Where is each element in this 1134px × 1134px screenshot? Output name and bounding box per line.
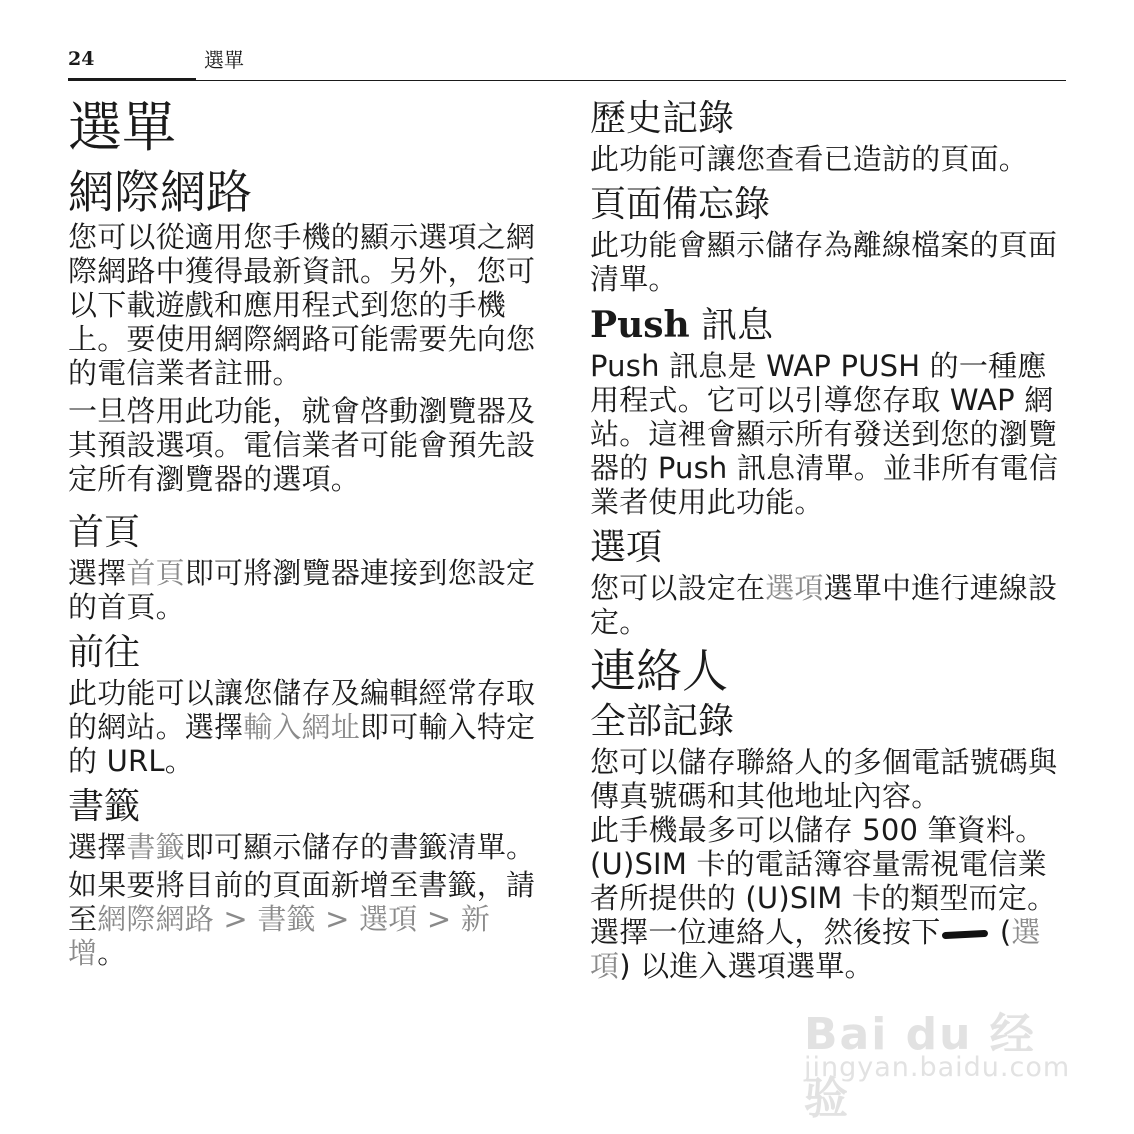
bookmarks-paragraph-2 <box>68 868 538 970</box>
options-text-pre: 您可以設定在 <box>590 571 766 605</box>
right-column <box>590 96 1070 983</box>
page-memo-paragraph: 此功能會顯示儲存為離線檔案的頁面清單。 <box>590 228 1058 296</box>
subsection-title-options: 選項 <box>590 527 663 568</box>
bookmarks-text-pre: 選擇 <box>68 830 127 864</box>
left-softkey-icon <box>942 929 988 938</box>
contacts-text-open: ( <box>990 915 1012 949</box>
watermark-logo: Bai du 经验 <box>804 1009 1036 1124</box>
menu-ref-contact-options: 選項 <box>590 915 1041 983</box>
subsection-title-bookmarks: 書籤 <box>68 786 141 827</box>
options-text-post: 選單中進行連線設定。 <box>590 571 1058 639</box>
menu-ref-options: 選項 <box>765 571 824 605</box>
section-title-contacts: 連絡人 <box>590 644 728 698</box>
section-title-internet: 網際網路 <box>68 165 252 219</box>
push-title-latin: Push <box>590 304 690 346</box>
page-number: 24 <box>68 48 95 70</box>
goto-paragraph <box>68 676 538 778</box>
goto-text-pre: 此功能可以讓您儲存及編輯經常存取的網站。選擇 <box>68 676 536 744</box>
menu-ref-home: 首頁 <box>126 556 185 590</box>
left-column <box>68 96 538 970</box>
menu-ref-enter-url: 輸入網址 <box>243 710 361 744</box>
bookmarks-add-post: 。 <box>97 936 127 970</box>
subsection-title-goto: 前往 <box>68 632 141 673</box>
bookmarks-add-pre: 如果要將目前的頁面新增至書籤，請至 <box>68 868 536 936</box>
history-paragraph: 此功能可讓您查看已造訪的頁面。 <box>590 142 1029 176</box>
chapter-title: 選單 <box>68 96 176 159</box>
baidu-jingyan-watermark <box>804 998 1071 1124</box>
menu-ref-bookmarks: 書籤 <box>126 830 185 864</box>
running-title: 選單 <box>204 48 244 72</box>
home-text-pre: 選擇 <box>68 556 127 590</box>
home-text-post: 即可將瀏覽器連接到您設定的首頁。 <box>68 556 536 624</box>
header-rule-thin <box>196 80 1066 81</box>
page-header <box>68 40 1066 84</box>
contacts-paragraph-3 <box>590 915 1070 983</box>
internet-paragraph-1: 您可以從適用您手機的顯示選項之網際網路中獲得最新資訊。另外，您可以下載遊戲和應用程式到您的手機上。要使用網際網路可能需要先向您的電信業者註冊。 <box>68 220 536 390</box>
bookmarks-text-post: 即可顯示儲存的書籤清單。 <box>184 830 536 864</box>
contacts-text-pre: 選擇一位連絡人，然後按下 <box>590 915 941 949</box>
bookmarks-paragraph-1 <box>68 830 538 864</box>
goto-text-post: 即可輸入特定的 URL。 <box>68 710 536 778</box>
push-paragraph: Push 訊息是 WAP PUSH 的一種應用程式。它可以引導您存取 WAP 網站。這裡會顯示所有發送到您的瀏覽器的 Push 訊息清單。並非所有電信業者使用此功能。 <box>590 349 1059 519</box>
header-rule-thick <box>68 78 196 81</box>
subsection-title-home: 首頁 <box>68 512 141 553</box>
contacts-paragraph-1: 您可以儲存聯絡人的多個電話號碼與傳真號碼和其他地址內容。 <box>590 745 1058 813</box>
contacts-paragraph-2: 此手機最多可以儲存 500 筆資料。(U)SIM 卡的電話簿容量需視電信業者所提供的 (U)SIM 卡的類型而定。 <box>590 813 1057 915</box>
subsection-title-all-records: 全部記錄 <box>590 701 735 742</box>
subsection-title-push <box>590 302 1070 349</box>
home-paragraph <box>68 556 538 624</box>
options-paragraph <box>590 571 1070 639</box>
contacts-text-post: ) 以進入選項選單。 <box>619 949 874 983</box>
subsection-title-page-memo: 頁面備忘錄 <box>590 184 771 225</box>
push-title-cjk: 訊息 <box>689 305 774 346</box>
watermark-url: jingyan.baidu.com <box>804 1052 1071 1083</box>
subsection-title-history: 歷史記錄 <box>590 98 735 139</box>
menu-ref-add-path: 網際網路 > 書籤 > 選項 > 新增 <box>68 902 491 970</box>
internet-paragraph-2: 一旦啓用此功能，就會啓動瀏覽器及其預設選項。電信業者可能會預先設定所有瀏覽器的選項。 <box>68 394 536 496</box>
